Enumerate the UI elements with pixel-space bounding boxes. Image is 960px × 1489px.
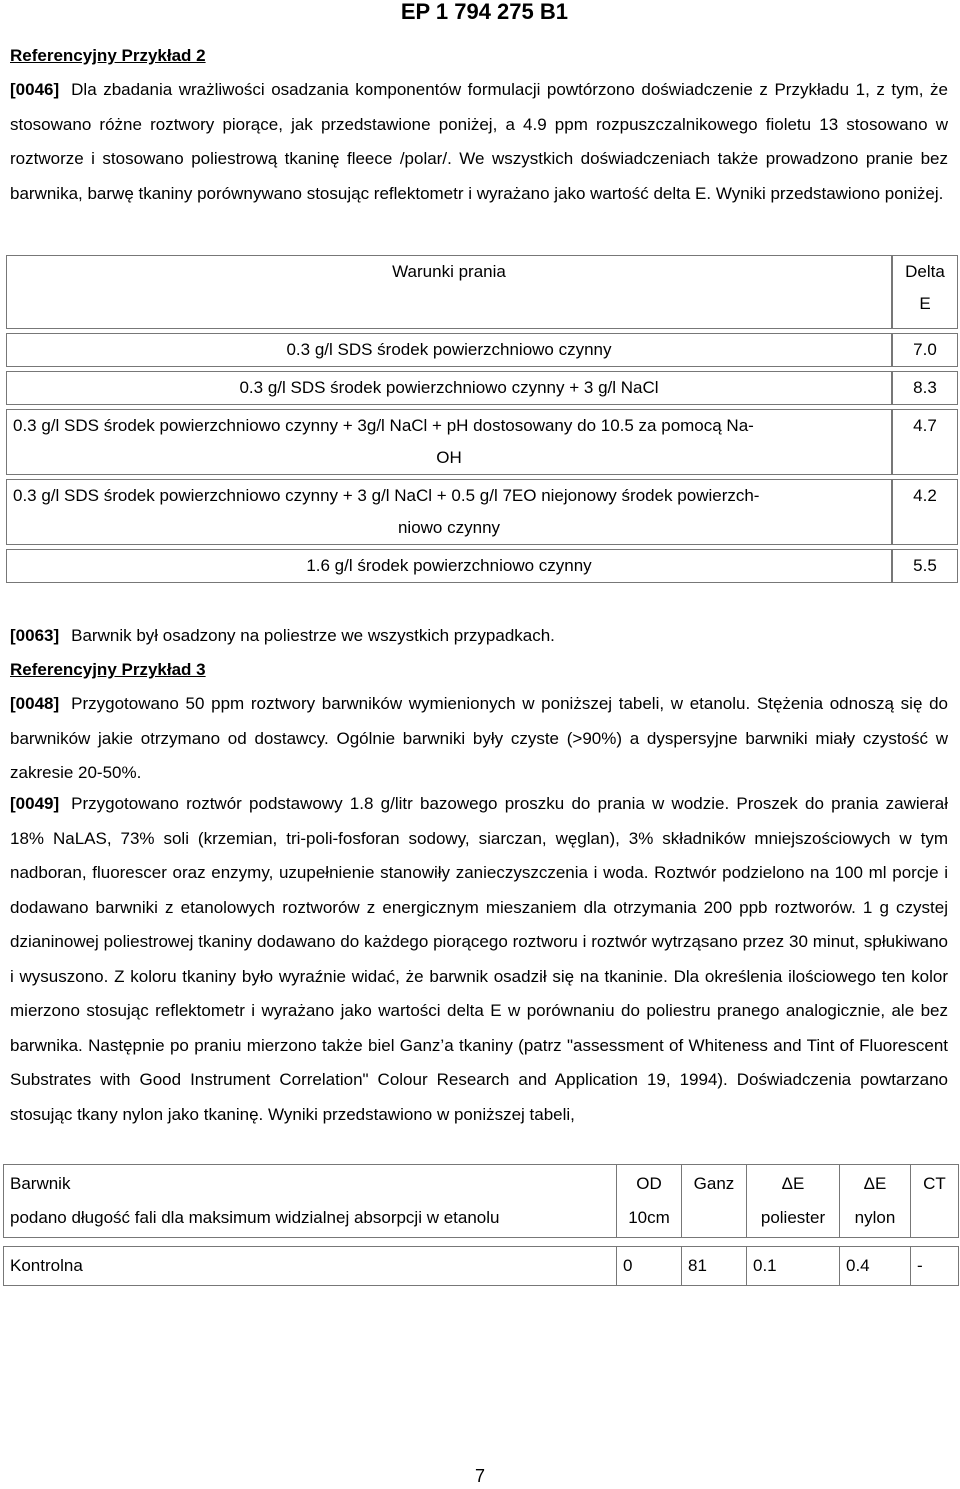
condition-cell: 0.3 g/l SDS środek powierzchniowo czynny + 3 g/l NaCl xyxy=(6,371,892,405)
delta-e-nylon-cell: 0.4 xyxy=(840,1247,911,1286)
paragraph-text: Barwnik był osadzony na poliestrze we wszystkich przypadkach. xyxy=(71,626,555,645)
column-header-delta-e-polyester: ΔE poliester xyxy=(747,1165,840,1238)
column-header-conditions: Warunki prania xyxy=(6,255,892,329)
dye-results-table xyxy=(3,1164,959,1286)
page-number: 7 xyxy=(474,1466,485,1486)
table-header-row xyxy=(6,255,958,329)
delta-cell: 4.7 xyxy=(892,409,958,475)
delta-cell: 5.5 xyxy=(892,549,958,583)
section-title-example-2: Referencyjny Przykład 2 xyxy=(10,46,206,65)
table-row xyxy=(6,333,958,367)
ganz-cell: 81 xyxy=(682,1247,747,1286)
column-header-od: OD 10cm xyxy=(617,1165,682,1238)
condition-cell: 0.3 g/l SDS środek powierzchniowo czynny + 3 g/l NaCl + 0.5 g/l 7EO niejonowy środek powierzch- niowo czynny xyxy=(6,479,892,545)
delta-cell: 8.3 xyxy=(892,371,958,405)
section-title-example-3: Referencyjny Przykład 3 xyxy=(10,660,206,679)
table-row xyxy=(4,1247,959,1286)
patent-number: EP 1 794 275 B1 xyxy=(400,0,568,24)
column-header-ct: CT xyxy=(911,1165,959,1238)
paragraph-0046 xyxy=(10,73,948,211)
column-header-ganz: Ganz xyxy=(682,1165,747,1238)
dye-cell: Kontrolna xyxy=(4,1247,617,1286)
paragraph-text: Przygotowano roztwór podstawowy 1.8 g/litr bazowego proszku do prania w wodzie. Proszek do prania zawierał 18% NaLAS, 73% soli (krzemian, tri-poli-fosforan sodowy, siarczan, węglan), 3% składników mniejszościowych w tym nadboran, fluorescer oraz enzymy, uzupełnienie stanowiły zanieczyszczenia i woda. Roztwór podzielono na 100 ml porcje i dodawano barwniki z etanolowych roztworów z energicznym mieszaniem dla otrzymania 200 ppb roztworów. 1 g czystej dzianinowej poliestrowej tkaniny dodawano do każdego piorącego roztworu i roztwór wytrząsano przez 30 minut, spłukiwano i wysuszono. Z koloru tkaniny było wyraźnie widać, że barwnik osadził się na tkaninie. Dla określenia ilościowego ten kolor mierzono stosując reflektometr i wyrażano jako wartości delta E w porównaniu do poliestru pranego analogicznie, ale bez barwnika. Następnie po praniu mierzono także biel Ganz’a tkaniny (patrz "assessment of Whiteness and Tint of Fluorescent Substrates with Good Instrument Correlation" Colour Research and Application 19, 1994). Doświadczenia powtarzano stosując tkany nylon jako tkaninę. Wyniki przedstawiono w poniższej tabeli, xyxy=(10,794,948,1124)
delta-cell: 4.2 xyxy=(892,479,958,545)
paragraph-number: [0046] xyxy=(10,80,60,99)
table-header-row xyxy=(4,1165,959,1238)
condition-cell: 1.6 g/l środek powierzchniowo czynny xyxy=(6,549,892,583)
ct-cell: - xyxy=(911,1247,959,1286)
delta-cell: 7.0 xyxy=(892,333,958,367)
column-header-delta-e-nylon: ΔE nylon xyxy=(840,1165,911,1238)
delta-e-polyester-cell: 0.1 xyxy=(747,1247,840,1286)
column-header-delta-e: Delta E xyxy=(892,255,958,329)
table-row xyxy=(6,371,958,405)
paragraph-0063 xyxy=(10,619,948,654)
paragraph-number: [0063] xyxy=(10,626,60,645)
table-row xyxy=(6,409,958,475)
table-row xyxy=(6,479,958,545)
paragraph-number: [0048] xyxy=(10,694,60,713)
condition-cell: 0.3 g/l SDS środek powierzchniowo czynny xyxy=(6,333,892,367)
table-spacer xyxy=(4,1238,959,1247)
paragraph-text: Dla zbadania wrażliwości osadzania komponentów formulacji powtórzono doświadczenie z Przykładu 1, z tym, że stosowano różne roztwory piorące, jak przedstawione poniżej, a 4.9 ppm rozpuszczalnikowego fioletu 13 stosowano w roztworze i stosowano poliestrową tkaninę fleece /polar/. We wszystkich doświadczeniach także prowadzono pranie bez barwnika, barwę tkaniny porównywano stosując reflektometr i wyrażano jako wartość delta E. Wyniki przedstawiono poniżej. xyxy=(10,80,948,203)
od-cell: 0 xyxy=(617,1247,682,1286)
paragraph-0048 xyxy=(10,687,948,791)
paragraph-0049 xyxy=(10,787,948,1132)
table-row xyxy=(6,549,958,583)
paragraph-text: Przygotowano 50 ppm roztwory barwników wymienionych w poniższej tabeli, w etanolu. Stężenia odnoszą się do barwników jakie otrzymano od dostawcy. Ogólnie barwniki były czyste (>90%) a dyspersyjne barwniki miały czystość w zakresie 20-50%. xyxy=(10,694,948,782)
paragraph-number: [0049] xyxy=(10,794,60,813)
condition-cell: 0.3 g/l SDS środek powierzchniowo czynny + 3g/l NaCl + pH dostosowany do 10.5 za pomocą Na- OH xyxy=(6,409,892,475)
washing-conditions-table xyxy=(6,251,958,587)
column-header-dye: Barwnik podano długość fali dla maksimum widzialnej absorpcji w etanolu xyxy=(4,1165,617,1238)
